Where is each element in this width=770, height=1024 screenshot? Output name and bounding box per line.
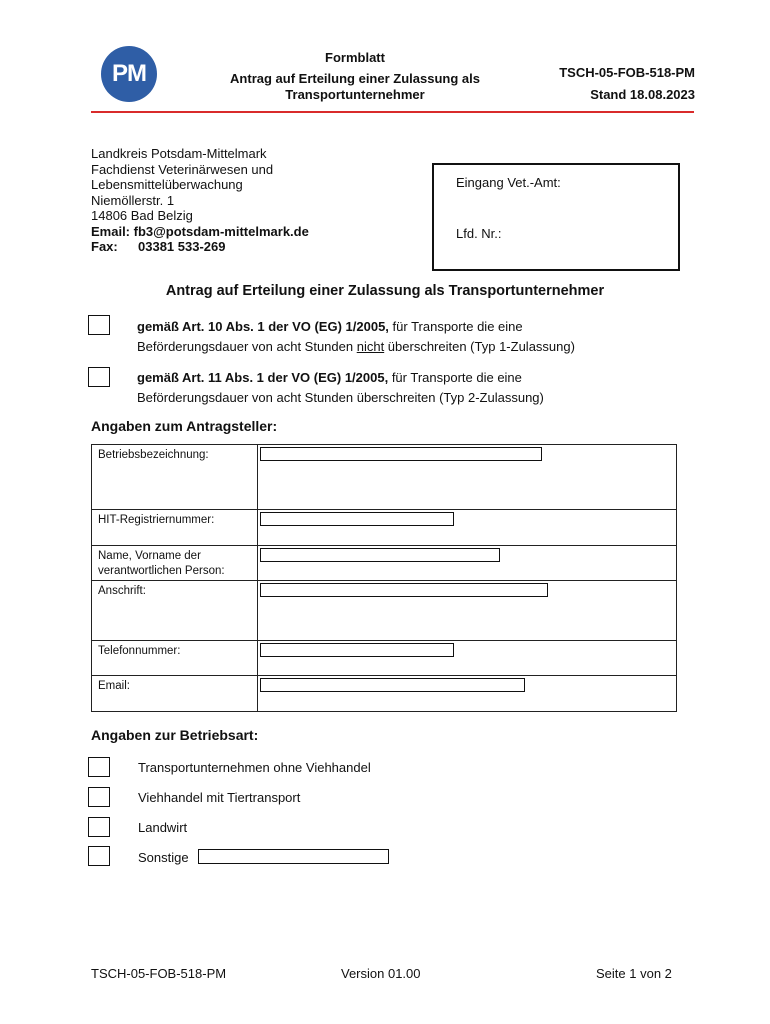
business-name-field[interactable]	[260, 447, 542, 461]
option-type1-text: für Transporte die eine	[388, 319, 523, 334]
fax-number: 03381 533-269	[138, 239, 226, 254]
address-line: Niemöllerstr. 1	[91, 192, 175, 208]
checkbox-other[interactable]	[88, 846, 110, 866]
hit-number-field[interactable]	[260, 512, 454, 526]
option-type1	[137, 317, 575, 357]
table-row	[92, 445, 676, 510]
row-label: HIT-Registriernummer:	[98, 514, 215, 526]
applicant-heading: Angaben zum Antragsteller:	[91, 418, 278, 434]
row-label: Telefonnummer:	[98, 645, 181, 657]
option-farmer: Landwirt	[138, 820, 188, 835]
form-title: Antrag auf Erteilung einer Zulassung als Transportunternehmer	[230, 71, 480, 102]
address-line: Landkreis Potsdam-Mittelmark	[91, 146, 267, 161]
column-divider	[257, 641, 258, 675]
checkbox-livestock-trade[interactable]	[88, 787, 110, 807]
footer-doc-id: TSCH-05-FOB-518-PM	[91, 966, 227, 981]
fax-label: Fax:	[91, 239, 118, 254]
table-row	[92, 641, 676, 676]
option-type2-line2: Beförderungsdauer von acht Stunden überschreiten (Typ 2-Zulassung)	[137, 390, 544, 405]
logo: PM	[101, 46, 157, 102]
address-line: Lebensmittelüberwachung	[91, 177, 243, 192]
column-divider	[257, 676, 258, 711]
column-divider	[257, 445, 258, 509]
address-line: Fachdienst Veterinärwesen und	[91, 161, 274, 177]
doc-id: TSCH-05-FOB-518-PM	[559, 65, 695, 80]
table-row	[92, 581, 676, 641]
serial-number-label: Lfd. Nr.:	[456, 226, 502, 241]
option-type2	[137, 368, 544, 408]
row-label: Name, Vorname der verantwortlichen Person:	[98, 550, 225, 577]
doc-date: Stand 18.08.2023	[590, 87, 695, 102]
form-label: Formblatt	[325, 50, 385, 65]
received-label: Eingang Vet.-Amt:	[456, 175, 561, 190]
footer-page-number: Seite 1 von 2	[596, 966, 672, 981]
address-fax	[91, 239, 309, 255]
option-transport-company: Transportunternehmen ohne Viehhandel	[138, 760, 371, 775]
header-divider	[91, 111, 694, 113]
row-label: Email:	[98, 680, 130, 692]
address-email: Email: fb3@potsdam-mittelmark.de	[91, 223, 309, 239]
header-meta	[500, 62, 695, 106]
address-line: 14806 Bad Belzig	[91, 208, 193, 223]
responsible-person-field[interactable]	[260, 548, 500, 562]
option-type2-bold: gemäß Art. 11 Abs. 1 der VO (EG) 1/2005,	[137, 370, 389, 385]
email-field[interactable]	[260, 678, 525, 692]
option-type2-text: für Transporte die eine	[388, 370, 522, 385]
applicant-table	[91, 444, 677, 712]
checkbox-farmer[interactable]	[88, 817, 110, 837]
column-divider	[257, 546, 258, 580]
option-type1-line2a: Beförderungsdauer von acht Stunden	[137, 339, 357, 354]
authority-address	[91, 146, 309, 255]
business-type-heading: Angaben zur Betriebsart:	[91, 727, 259, 743]
checkbox-type1[interactable]	[88, 315, 110, 335]
address-field[interactable]	[260, 583, 548, 597]
option-type1-line2b: überschreiten (Typ 1-Zulassung)	[384, 339, 575, 354]
column-divider	[257, 581, 258, 640]
checkbox-type2[interactable]	[88, 367, 110, 387]
option-type1-underlined: nicht	[356, 339, 385, 354]
column-divider	[257, 510, 258, 545]
option-other: Sonstige	[138, 850, 189, 865]
checkbox-transport-company[interactable]	[88, 757, 110, 777]
main-title: Antrag auf Erteilung einer Zulassung als Transportunternehmer	[165, 283, 605, 299]
option-livestock-trade: Viehhandel mit Tiertransport	[138, 790, 301, 805]
row-label: Betriebsbezeichnung:	[98, 449, 209, 461]
office-stamp-box	[432, 163, 680, 271]
table-row	[92, 510, 676, 546]
phone-field[interactable]	[260, 643, 454, 657]
table-row	[92, 676, 676, 711]
option-type1-bold: gemäß Art. 10 Abs. 1 der VO (EG) 1/2005,	[137, 319, 389, 334]
header-title-block	[200, 50, 510, 103]
row-label: Anschrift:	[98, 585, 146, 597]
other-type-field[interactable]	[198, 849, 389, 864]
table-row	[92, 546, 676, 581]
footer-version: Version 01.00	[341, 966, 421, 981]
